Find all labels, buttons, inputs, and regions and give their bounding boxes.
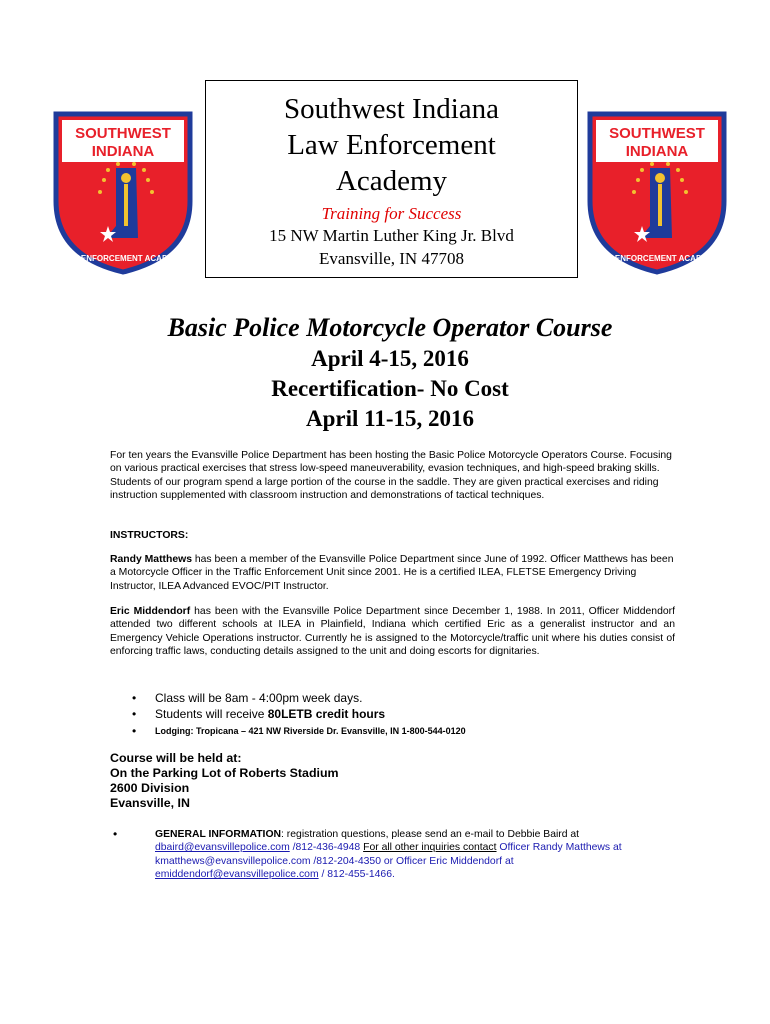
list-item bbox=[110, 690, 675, 706]
svg-text:LAW ENFORCEMENT ACADEMY: LAW ENFORCEMENT ACADEMY bbox=[60, 254, 186, 263]
lodging-info: Lodging: Tropicana – 421 NW Riverside Dr. Evansville, IN 1-800-544-0120 bbox=[155, 726, 466, 736]
instructor-bio-matthews bbox=[110, 553, 675, 593]
svg-text:SOUTHWEST: SOUTHWEST bbox=[609, 125, 705, 142]
email-matthews[interactable]: kmatthews@evansvillepolice.com bbox=[155, 855, 311, 867]
instructor-bio-text: has been a member of the Evansville Police Department since June of 1992. Officer Matthews has been a Motorcycle Officer in the Traffic Enforcement Unit since 2001. He is a certified ILEA, FLETSE Emergency Driving Instructor, ILEA Advanced EVOC/PIT Instructor. bbox=[110, 554, 674, 592]
course-dates: April 4-15, 2016 bbox=[311, 346, 469, 371]
bullet-icon: • bbox=[113, 827, 118, 841]
phone-middendorf: / 812-455-1466. bbox=[318, 869, 395, 881]
phone-baird: /812-436-4948 bbox=[289, 842, 364, 854]
list-item bbox=[110, 722, 675, 740]
course-title: Basic Police Motorcycle Operator Course bbox=[167, 313, 613, 342]
bullet-icon: • bbox=[132, 707, 137, 721]
bullet-icon: • bbox=[132, 724, 137, 738]
academy-name-line-1: Southwest Indiana bbox=[283, 93, 500, 125]
instructor-bio-text: has been with the Evansville Police Department since December 1, 1988. In 2011, Officer Middendorf attended two different schools at ILEA in Plainfield, Indiana which certified Eric as a generalist instructor and an Emergency Vehicle Operations instructor. Currently he is assigned to the Motorcycle/traffic unit where his duties consist of enforcing traffic laws, conducting details assigned to the unit and doing escorts for dignitaries. bbox=[110, 606, 675, 658]
svg-text:LAW ENFORCEMENT ACADEMY: LAW ENFORCEMENT ACADEMY bbox=[594, 254, 720, 263]
academy-header-box bbox=[205, 80, 578, 278]
location-line-1: Course will be held at: bbox=[110, 751, 242, 765]
instructor-name: Randy Matthews bbox=[110, 554, 192, 565]
instructor-name: Eric Middendorf bbox=[110, 606, 191, 617]
recertification-label: Recertification- No Cost bbox=[271, 376, 509, 401]
academy-seal-icon bbox=[48, 106, 198, 276]
svg-text:INDIANA: INDIANA bbox=[625, 143, 689, 160]
general-information bbox=[110, 828, 670, 882]
general-info-label: GENERAL INFORMATION bbox=[155, 829, 282, 840]
academy-name-line-2: Law Enforcement bbox=[287, 129, 496, 161]
course-location bbox=[110, 751, 339, 811]
contact-matthews: Officer Randy Matthews at bbox=[496, 842, 622, 854]
instructor-bio-middendorf bbox=[110, 605, 675, 659]
course-details-list bbox=[110, 690, 675, 740]
location-line-2: On the Parking Lot of Roberts Stadium bbox=[110, 766, 339, 780]
credit-prefix: Students will receive bbox=[155, 707, 268, 721]
academy-logo-right bbox=[582, 106, 732, 276]
recertification-dates: April 11-15, 2016 bbox=[305, 406, 475, 431]
credit-hours: 80LETB credit hours bbox=[267, 707, 386, 721]
svg-text:SOUTHWEST: SOUTHWEST bbox=[75, 125, 171, 142]
academy-seal-icon bbox=[582, 106, 732, 276]
svg-text:INDIANA: INDIANA bbox=[91, 143, 155, 160]
instructors-heading: INSTRUCTORS: bbox=[110, 530, 189, 541]
location-line-3: 2600 Division bbox=[110, 781, 190, 795]
course-heading bbox=[110, 312, 670, 434]
tagline: Training for Success bbox=[321, 204, 462, 223]
academy-name bbox=[206, 91, 577, 199]
academy-name-line-3: Academy bbox=[335, 165, 448, 197]
email-link-baird[interactable]: dbaird@evansvillepolice.com bbox=[155, 842, 290, 854]
list-item bbox=[110, 706, 675, 722]
address-line-1: 15 NW Martin Luther King Jr. Blvd bbox=[269, 226, 514, 245]
class-hours: Class will be 8am - 4:00pm week days. bbox=[155, 691, 363, 705]
general-info-text: : registration questions, please send an e-mail to Debbie Baird at bbox=[281, 829, 580, 840]
location-line-4: Evansville, IN bbox=[110, 796, 190, 810]
phone-matthews: /812-204-4350 or Officer Eric Middendorf at bbox=[310, 855, 514, 867]
bullet-icon: • bbox=[132, 691, 137, 705]
email-link-middendorf[interactable]: emiddendorf@evansvillepolice.com bbox=[155, 869, 319, 881]
intro-paragraph: For ten years the Evansville Police Department has been hosting the Basic Police Motorcycle Operators Course. Focusing on various practical exercises that stress low-speed maneuverability, evasion techniques, and high-speed braking skills. Students of our program spend a large portion of the course in the saddle. They are given practical exercises and riding instruction supplemented with classroom instruction and demonstrations of tactical techniques. bbox=[110, 450, 672, 502]
address-line-2: Evansville, IN 47708 bbox=[319, 249, 464, 268]
academy-logo-left bbox=[48, 106, 198, 276]
inquiries-text: For all other inquiries contact bbox=[363, 842, 497, 854]
